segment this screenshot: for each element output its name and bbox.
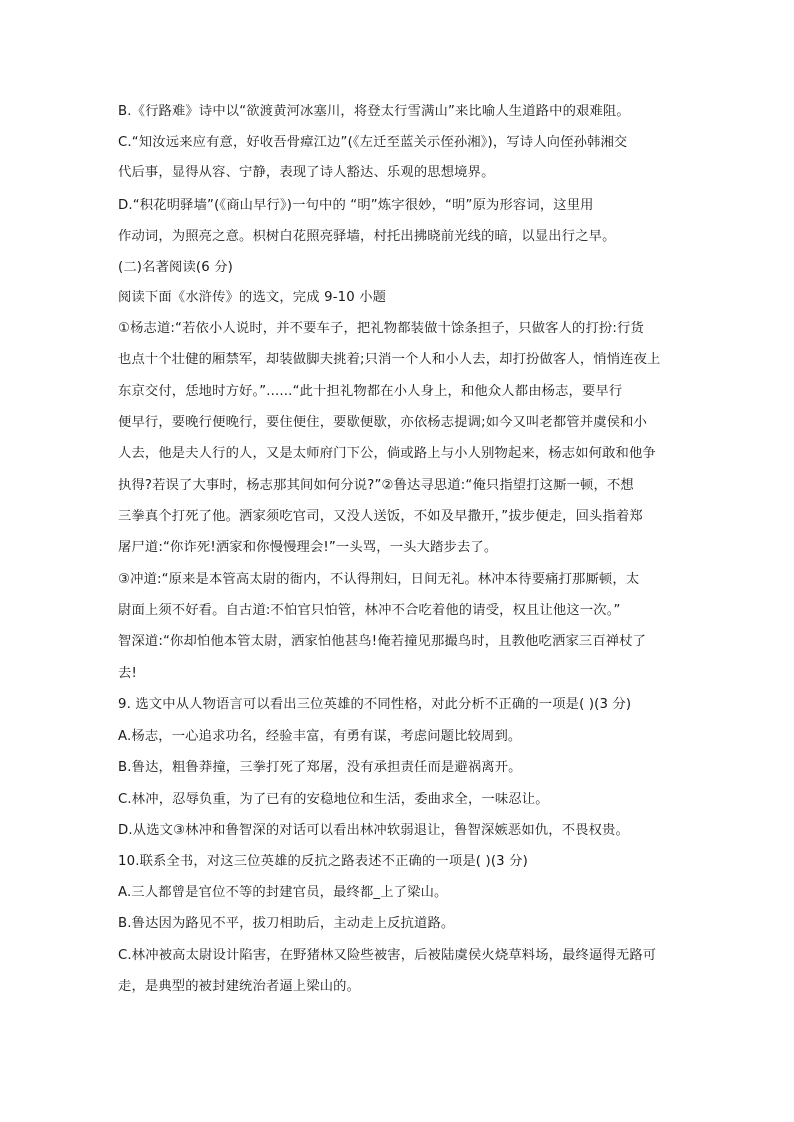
section-heading: (二)名著阅读(6 分) xyxy=(118,260,234,275)
passage-line: 便早行，要晚行便晚行，要住便住，要歇便歇，亦依杨志提调;如今又叫老都管并虞侯和小 xyxy=(118,415,648,430)
passage-line: 屠尸道:“你诈死!洒家和你慢慢理会!”一头骂，一头大踏步去了。 xyxy=(118,540,498,555)
option-d-poem: D.“积花明驿墙”(《商山早行》)一句中的 “明”炼字很妙，“明”原为形容词，这里用 xyxy=(118,198,594,213)
question-10-option-c-cont: 走，是典型的被封建统治者逼上梁山的。 xyxy=(118,979,361,994)
question-9: 9. 选文中从人物语言可以看出三位英雄的不同性格，对此分析不正确的一项是( )(3 分) xyxy=(118,697,632,712)
option-b-poem: B.《行路难》诗中以“欲渡黄河冰塞川，将登太行雪满山”来比喻人生道路中的艰难阻。 xyxy=(118,104,630,119)
option-d-poem-cont: 作动词，为照亮之意。枳树白花照亮驿墙，村托出拂晓前光线的暗，以显出行之早。 xyxy=(118,229,616,244)
reading-instruction: 阅读下面《水浒传》的选文，完成 9-10 小题 xyxy=(118,290,387,305)
question-9-option-b: B.鲁达，粗鲁莽撞，三拳打死了郑屠，没有承担责任而是避祸离开。 xyxy=(118,760,522,775)
question-10-option-b: B.鲁达因为路见不平，拔刀相助后，主动走上反抗道路。 xyxy=(118,916,455,931)
passage-line: 东京交付，恁地时方好。”......“此十担礼物都在小人身上，和他众人都由杨志，要早行 xyxy=(118,384,623,399)
passage-line: ①杨志道:“若依小人说时，并不要车子，把礼物都装做十馀条担子，只做客人的打扮:行货 xyxy=(118,321,644,336)
passage-line: 执得?若误了大事时，杨志那其间如何分说?”②鲁达寻思道:“俺只指望打这厮一顿，不想 xyxy=(118,478,634,493)
question-9-option-c: C.林冲，忍辱负重，为了已有的安稳地位和生活，委曲求全，一味忍让。 xyxy=(118,792,549,807)
passage-line: 智深道:“你却怕他本管太尉，洒家怕他甚鸟!俺若撞见那撮鸟时，且教他吃洒家三百禅杖了 xyxy=(118,634,647,649)
question-10-option-c: C.林冲被高太尉设计陷害，在野猪林又险些被害，后被陆虞侯火烧草料场，最终逼得无路可 xyxy=(118,948,657,963)
passage-line: 也点十个壮健的厢禁军，却装做脚夫挑着;只消一个人和小人去，却打扮做客人，悄悄连夜上 xyxy=(118,352,661,367)
question-10-option-a: A.三人都曾是官位不等的封建官员，最终都_上了梁山。 xyxy=(118,885,448,900)
option-c-poem: C.“知汝远来应有意，好收吾骨瘴江边”(《左迁至蓝关示侄孙湘》)，写诗人向侄孙韩湘交 xyxy=(118,135,628,150)
passage-line: 尉面上须不好看。自古道:不怕官只怕管，林冲不合吃着他的请受，权且让他这一次。” xyxy=(118,603,621,618)
passage-line: 人去，他是夫人行的人，又是太师府门下公，倘或路上与小人别物起来，杨志如何敢和他争 xyxy=(118,446,656,461)
passage-line: ③冲道:“原来是本管高太尉的衙内，不认得荆妇，日间无礼。林冲本待要痛打那厮顿，太 xyxy=(118,572,640,587)
option-c-poem-cont: 代后事，显得从容、宁静，表现了诗人豁达、乐观的思想境界。 xyxy=(118,165,495,180)
question-9-option-d: D.从选文③林冲和鲁智深的对话可以看出林冲软弱退让，鲁智深嫉恶如仇，不畏权贵。 xyxy=(118,823,629,838)
passage-line: 三拳真个打死了他。洒家须吃官司，又没人送饭，不如及早撒开，”拔步便走，回头指着郑 xyxy=(118,509,643,524)
question-9-option-a: A.杨志，一心追求功名，经验丰富，有勇有谋，考虑问题比较周到。 xyxy=(118,729,522,744)
passage-line: 去! xyxy=(118,666,137,681)
question-10: 10.联系全书，对这三位英雄的反抗之路表述不正确的一项是( )(3 分) xyxy=(118,854,528,869)
